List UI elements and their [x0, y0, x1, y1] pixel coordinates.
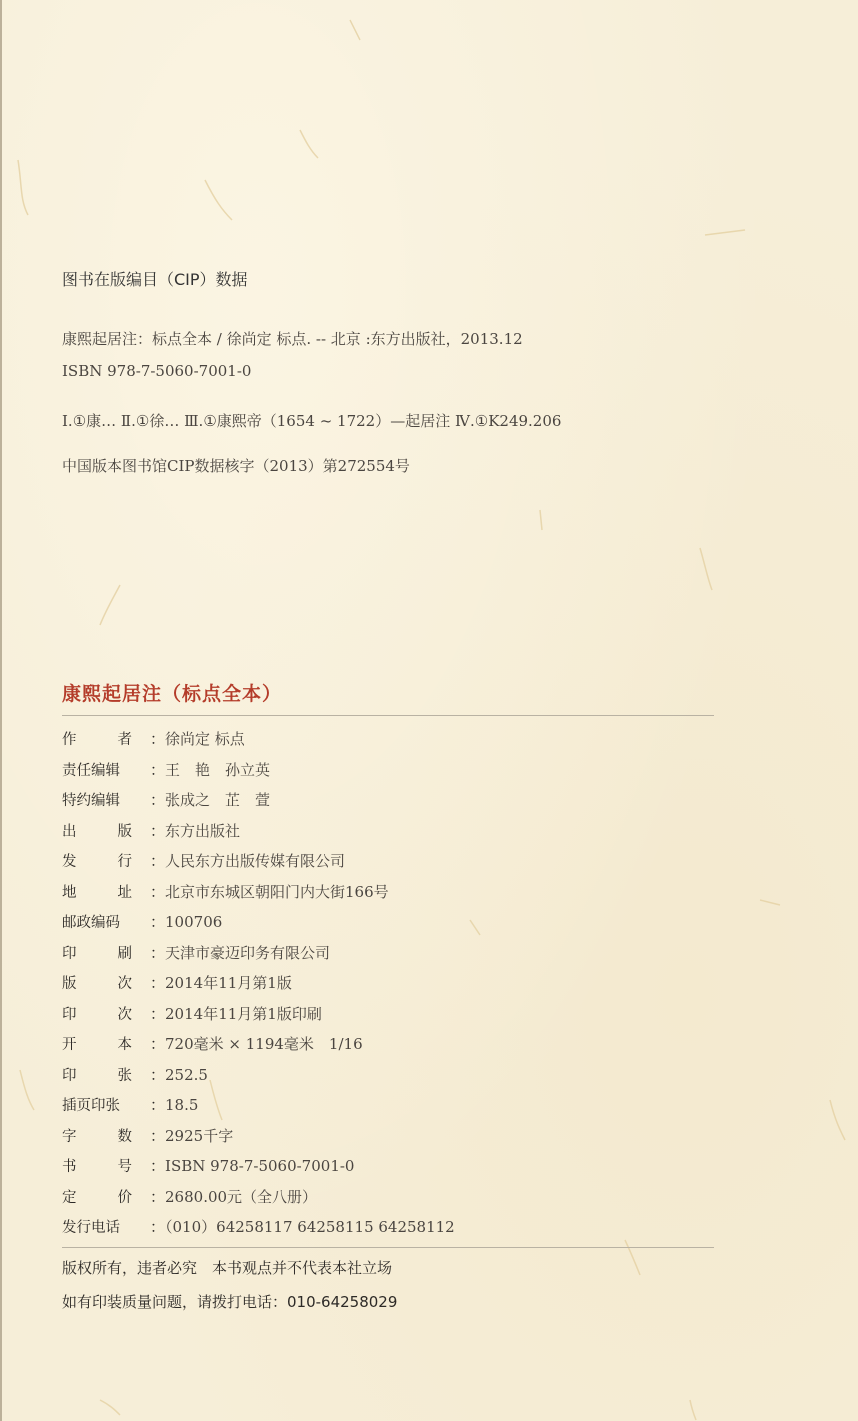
info-value: 东方出版社: [165, 821, 241, 840]
info-label: 书 号: [62, 1159, 132, 1175]
info-label: 印 刷: [62, 945, 132, 962]
info-colon: ：: [150, 882, 166, 901]
info-row: [62, 820, 240, 842]
info-value: （010）64258117 64258115 64258112: [165, 1218, 455, 1236]
info-value: 2925千字: [165, 1126, 234, 1145]
info-row: [62, 759, 270, 781]
info-colon: ：: [150, 1065, 166, 1084]
info-colon: ：: [150, 791, 166, 809]
info-colon: ：: [150, 943, 166, 962]
info-row: [62, 1003, 322, 1025]
info-label: 开 本: [62, 1037, 132, 1053]
info-value: 张成之 芷 萱: [165, 791, 271, 809]
info-value: 2014年11月第1版印刷: [165, 1004, 322, 1023]
info-value: 2680.00元（全八册）: [165, 1187, 318, 1206]
info-colon: ：: [150, 1004, 166, 1023]
info-label: 插页印张: [62, 1098, 120, 1114]
info-value: 人民东方出版传媒有限公司: [165, 852, 346, 870]
info-row: [62, 789, 270, 811]
info-row: [62, 1033, 363, 1055]
info-label: 特约编辑: [62, 793, 120, 809]
info-value: 2014年11月第1版: [165, 974, 292, 992]
cip-isbn: ISBN 978-7-5060-7001-0: [62, 362, 252, 380]
info-label: 印 次: [62, 1006, 132, 1023]
info-row: [62, 1064, 208, 1086]
info-colon: ：: [150, 974, 166, 992]
info-label: 发 行: [62, 854, 132, 870]
book-title: 康熙起居注（标点全本）: [62, 683, 283, 705]
cip-record-number: 中国版本图书馆CIP数据核字（2013）第272554号: [62, 457, 410, 475]
info-value: 徐尚定 标点: [165, 730, 245, 748]
info-label: 责任编辑: [62, 762, 120, 779]
info-value: 100706: [165, 913, 223, 931]
info-label: 定 价: [62, 1189, 132, 1206]
info-row: [62, 1216, 455, 1238]
info-value: 天津市豪迈印务有限公司: [165, 943, 331, 962]
quality-hotline-notice: 如有印装质量问题，请拨打电话：010-64258029: [62, 1293, 398, 1311]
info-label: 地 址: [62, 884, 132, 901]
info-row: [62, 942, 330, 964]
info-value: 王 艳 孙立英: [165, 760, 271, 779]
info-value: 北京市东城区朝阳门内大街166号: [165, 882, 389, 901]
info-row: [62, 972, 292, 994]
info-colon: ：: [150, 852, 166, 870]
info-colon: ：: [150, 1187, 166, 1206]
info-row: [62, 728, 245, 750]
info-colon: ：: [150, 1035, 166, 1053]
cip-subject-classification: Ⅰ.①康… Ⅱ.①徐… Ⅲ.①康熙帝（1654 ~ 1722）—起居注 Ⅳ.①K249.206: [62, 412, 562, 430]
divider-bottom: [62, 1247, 714, 1248]
divider-top: [62, 715, 714, 716]
info-colon: ：: [150, 1218, 166, 1236]
info-row: [62, 911, 222, 933]
info-row: [62, 881, 389, 903]
cip-heading: 图书在版编目（CIP）数据: [62, 270, 248, 289]
info-colon: ：: [150, 1126, 166, 1145]
info-colon: ：: [150, 1096, 166, 1114]
info-label: 发行电话: [62, 1220, 120, 1236]
info-label: 出 版: [62, 823, 132, 840]
binding-edge: [0, 0, 2, 1421]
info-colon: ：: [150, 913, 166, 931]
info-row: [62, 1094, 198, 1116]
info-label: 邮政编码: [62, 915, 120, 931]
info-colon: ：: [150, 1157, 166, 1175]
info-label: 作 者: [62, 732, 132, 748]
info-row: [62, 1186, 317, 1208]
info-label: 印 张: [62, 1067, 132, 1084]
cip-entry-title: 康熙起居注：标点全本 / 徐尚定 标点. -- 北京 :东方出版社，2013.12: [62, 330, 523, 348]
info-label: 字 数: [62, 1128, 132, 1145]
info-colon: ：: [150, 760, 166, 779]
info-label: 版 次: [62, 976, 132, 992]
info-value: 252.5: [165, 1065, 208, 1084]
info-row: [62, 1155, 354, 1177]
copyright-notice: 版权所有，违者必究 本书观点并不代表本社立场: [62, 1259, 393, 1277]
info-colon: ：: [150, 821, 166, 840]
info-row: [62, 850, 345, 872]
info-colon: ：: [150, 730, 166, 748]
info-row: [62, 1125, 233, 1147]
info-value: 720毫米 × 1194毫米 1/16: [165, 1035, 363, 1053]
info-value: ISBN 978-7-5060-7001-0: [165, 1157, 355, 1175]
info-value: 18.5: [165, 1096, 199, 1114]
